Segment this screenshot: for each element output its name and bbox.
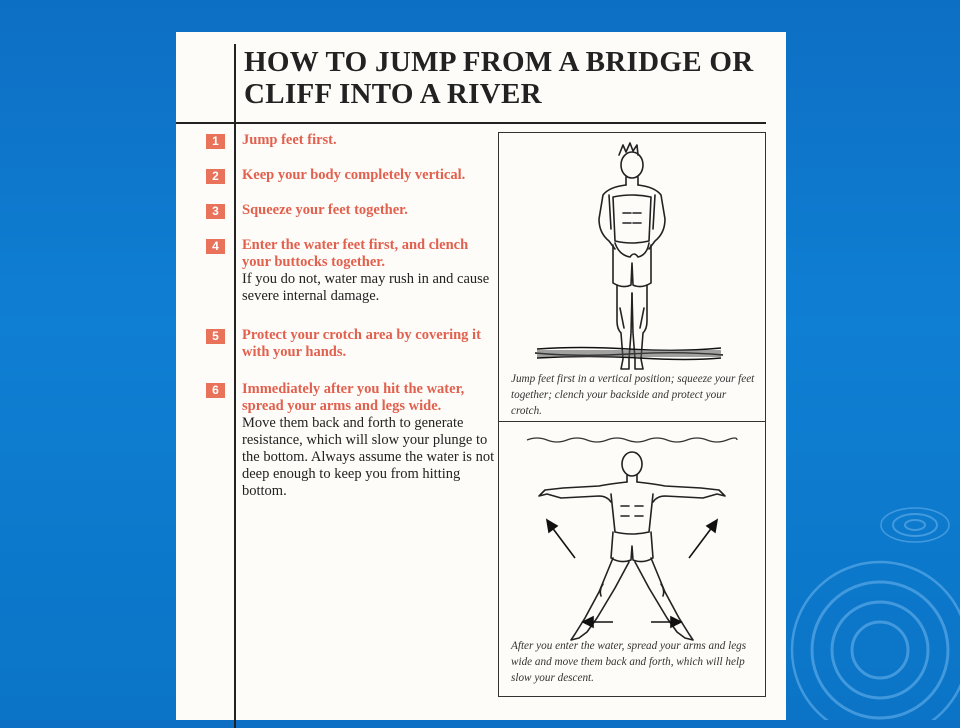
caption-top: Jump feet first in a vertical position; squeeze your feet together; clench your backside and protect your crotch. [511,373,755,417]
illustration-jump-vertical [499,133,765,422]
step-number-badge: 6 [206,383,225,398]
step-number-badge: 3 [206,204,225,219]
illustration-panel [498,132,766,697]
step-1 [206,132,496,149]
step-5 [206,327,496,361]
step-6 [206,381,496,500]
step-number-badge: 4 [206,239,225,254]
caption-bottom: After you enter the water, spread your arms and legs wide and move them back and forth, which will help slow your descent. [511,640,747,684]
title-horizontal-rule [176,122,766,124]
step-heading: Protect your crotch area by covering it with your hands. [242,327,481,360]
step-heading: Jump feet first. [242,132,337,148]
step-2 [206,167,496,184]
step-heading: Squeeze your feet together. [242,202,408,218]
page-title: HOW TO JUMP FROM A BRIDGE OR CLIFF INTO A RIVER [244,46,754,110]
document-page [176,32,786,720]
step-number-badge: 2 [206,169,225,184]
step-heading: Keep your body completely vertical. [242,167,466,183]
step-heading: Immediately after you hit the water, spread your arms and legs wide. [242,381,465,414]
step-heading: Enter the water feet first, and clench your buttocks together. [242,237,469,270]
step-body: If you do not, water may rush in and cause severe internal damage. [242,271,490,304]
step-number-badge: 1 [206,134,225,149]
illustration-spread-limbs [499,422,765,696]
step-number-badge: 5 [206,329,225,344]
step-body: Move them back and forth to generate resistance, which will slow your plunge to the bottom. Always assume the water is not deep enough to keep you from hitting bottom. [242,415,495,499]
step-3 [206,202,496,219]
step-4 [206,237,496,305]
steps-list [206,132,496,500]
